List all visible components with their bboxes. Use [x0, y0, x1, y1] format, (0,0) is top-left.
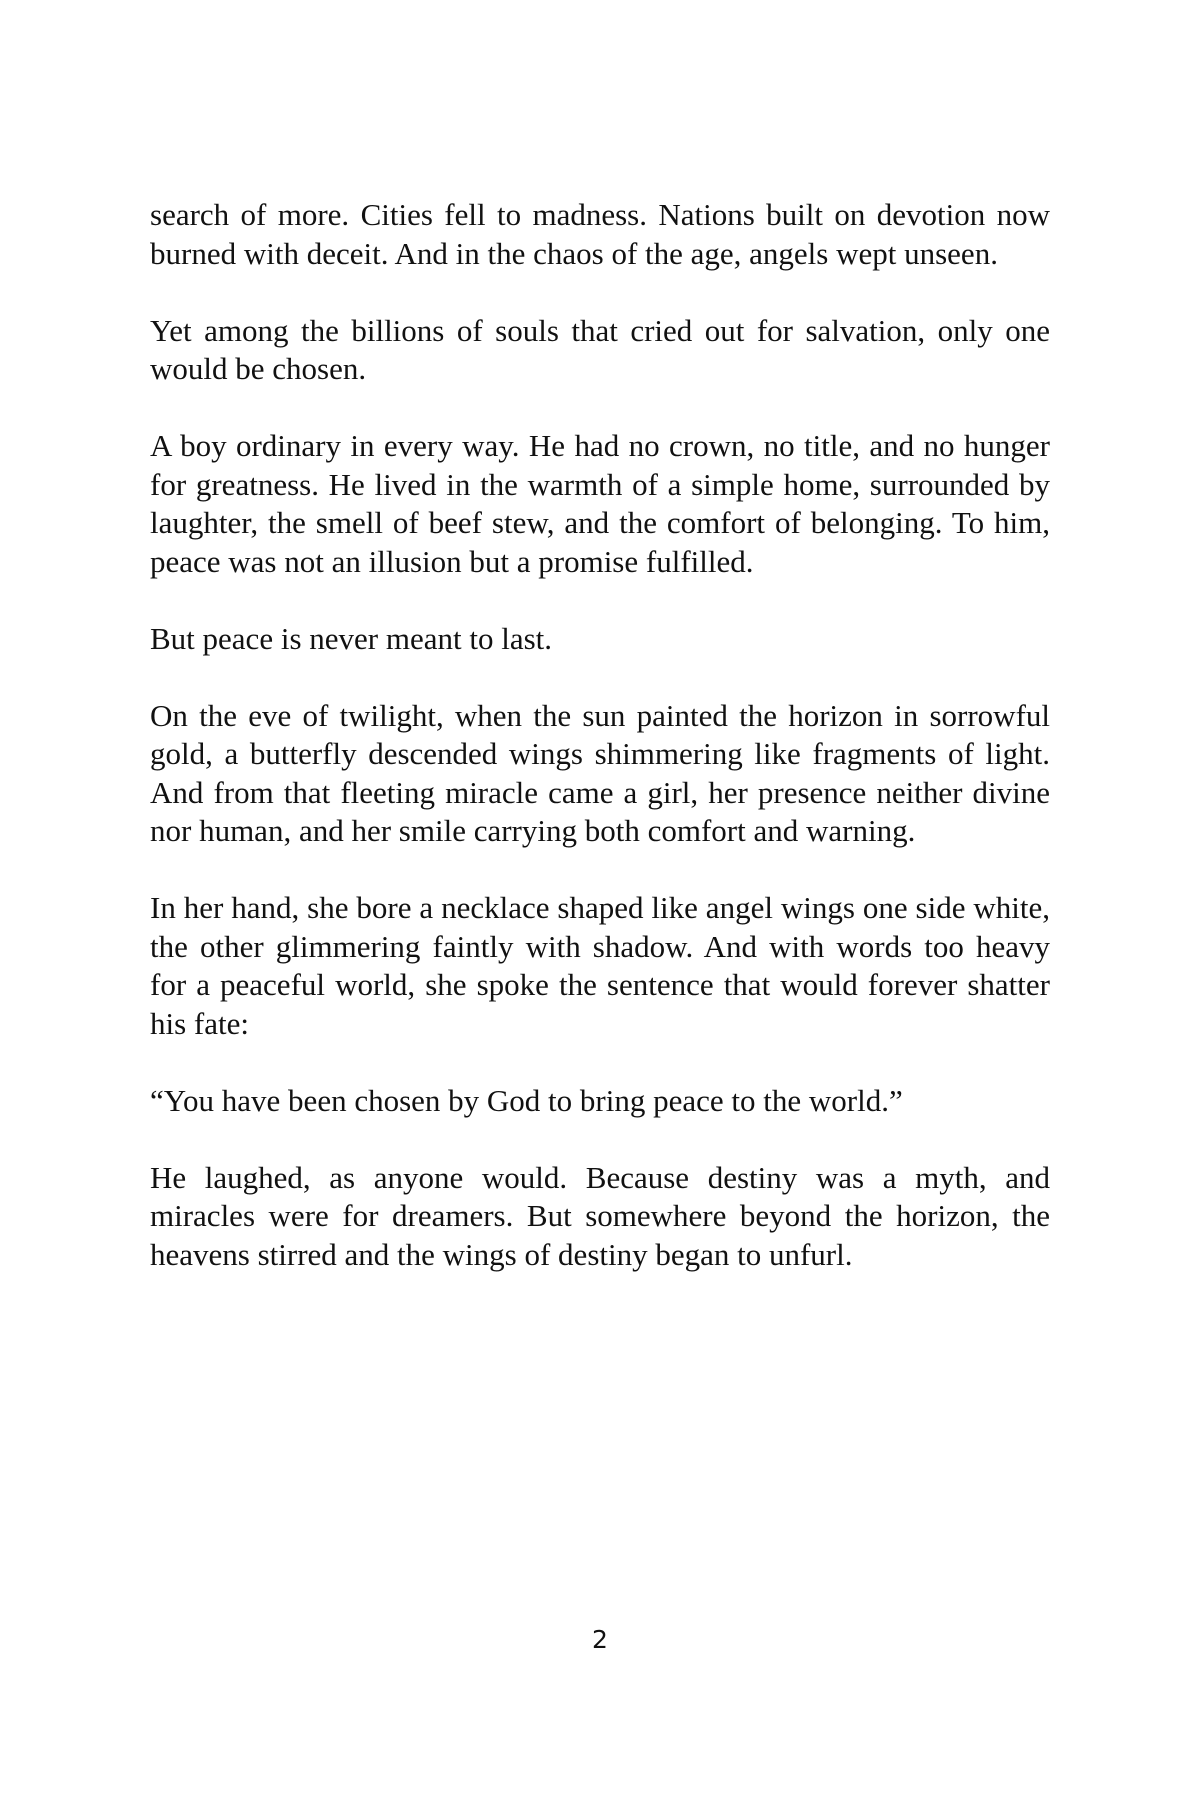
- paragraph: In her hand, she bore a necklace shaped like angel wings one side white, the other glimmering faintly with shadow. And with words too heavy for a peaceful world, she spoke the sentence that would forever shatter his fate:: [150, 890, 1050, 1041]
- paragraph: “You have been chosen by God to bring peace to the world.”: [150, 1082, 903, 1118]
- paragraph: On the eve of twilight, when the sun painted the horizon in sorrowful gold, a butterfly descended wings shimmering like fragments of light. And from that fleeting miracle came a girl, her presence neither divine nor human, and her smile carrying both comfort and warning.: [150, 697, 1050, 848]
- page-number: 2: [592, 1625, 608, 1654]
- body-text: [150, 196, 1050, 1313]
- paragraph: A boy ordinary in every way. He had no crown, no title, and no hunger for greatness. He lived in the warmth of a simple home, surrounded by laughter, the smell of beef stew, and the comfort of belonging. To him, peace was not an illusion but a promise fulfilled.: [150, 428, 1050, 579]
- paragraph: Yet among the billions of souls that cried out for salvation, only one would be chosen.: [150, 312, 1050, 386]
- paragraph: He laughed, as anyone would. Because destiny was a myth, and miracles were for dreamers. But somewhere beyond the horizon, the heavens stirred and the wings of destiny began to unfurl.: [150, 1159, 1050, 1272]
- paragraph: search of more. Cities fell to madness. Nations built on devotion now burned with deceit. And in the chaos of the age, angels wept unseen.: [150, 197, 1050, 271]
- paragraph: But peace is never meant to last.: [150, 620, 553, 656]
